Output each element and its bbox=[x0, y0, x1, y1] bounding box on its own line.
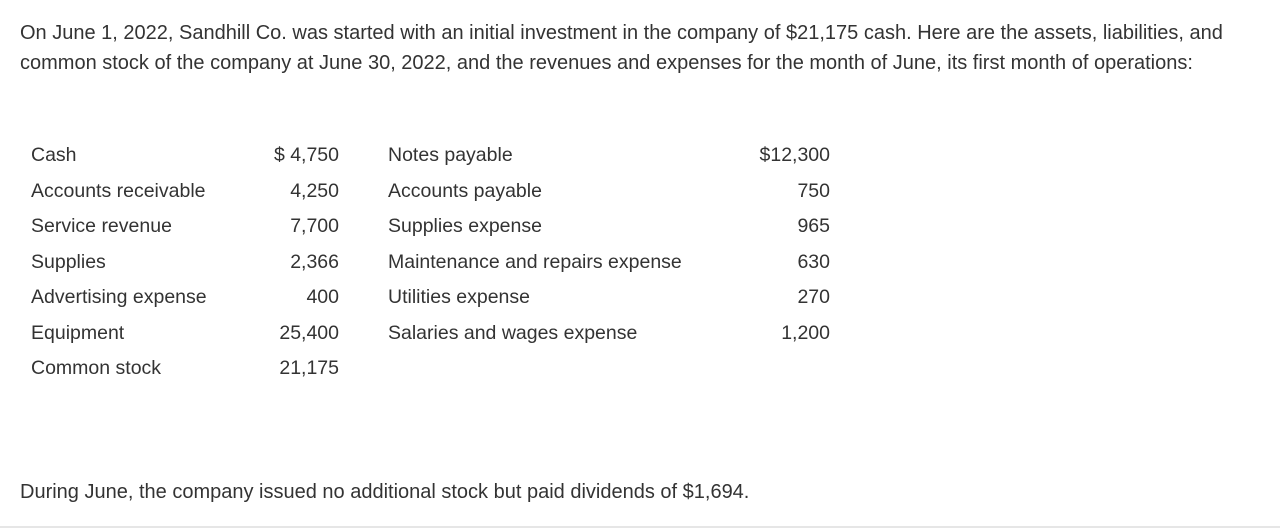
account-balances-table bbox=[31, 138, 841, 387]
account-label: Equipment bbox=[31, 321, 125, 344]
table-row bbox=[31, 316, 841, 352]
account-label: Supplies bbox=[31, 250, 106, 273]
account-label: Cash bbox=[31, 144, 77, 166]
table-row bbox=[31, 174, 841, 210]
account-amount: 400 bbox=[306, 286, 339, 308]
account-label: Service revenue bbox=[31, 215, 172, 237]
table-row bbox=[31, 209, 841, 245]
table-row bbox=[31, 138, 841, 174]
account-label: Salaries and wages expense bbox=[388, 321, 638, 344]
account-amount: $ 4,750 bbox=[273, 144, 339, 166]
account-amount: 7,700 bbox=[290, 215, 339, 237]
account-label: Notes payable bbox=[388, 144, 513, 166]
problem-intro-text: On June 1, 2022, Sandhill Co. was started with an initial investment in the company of $21,175 cash. Here are the assets, liabilities, and common stock of the company at June 30, 2022, and the revenues and expenses for the month of June, its first month of operations: bbox=[20, 22, 1223, 74]
account-label: Utilities expense bbox=[388, 286, 530, 308]
dividends-note-text: During June, the company issued no additional stock but paid dividends of $1,694. bbox=[20, 481, 750, 503]
table-row bbox=[31, 351, 841, 387]
account-amount: 630 bbox=[797, 250, 830, 273]
account-amount: 21,175 bbox=[279, 357, 339, 379]
account-label: Supplies expense bbox=[388, 215, 542, 237]
account-amount: 2,366 bbox=[290, 250, 339, 273]
account-label: Accounts receivable bbox=[31, 179, 206, 202]
account-amount: 750 bbox=[797, 179, 830, 202]
account-amount: 270 bbox=[797, 286, 830, 308]
account-label: Maintenance and repairs expense bbox=[388, 250, 682, 273]
account-amount: 965 bbox=[797, 215, 830, 237]
account-amount: 1,200 bbox=[781, 321, 830, 344]
account-amount: 4,250 bbox=[290, 179, 339, 202]
account-label: Common stock bbox=[31, 357, 162, 379]
account-amount: $12,300 bbox=[759, 144, 830, 166]
table-row bbox=[31, 245, 841, 281]
account-label: Accounts payable bbox=[388, 179, 542, 202]
table-row bbox=[31, 280, 841, 316]
account-amount: 25,400 bbox=[279, 321, 339, 344]
account-label: Advertising expense bbox=[31, 286, 207, 308]
